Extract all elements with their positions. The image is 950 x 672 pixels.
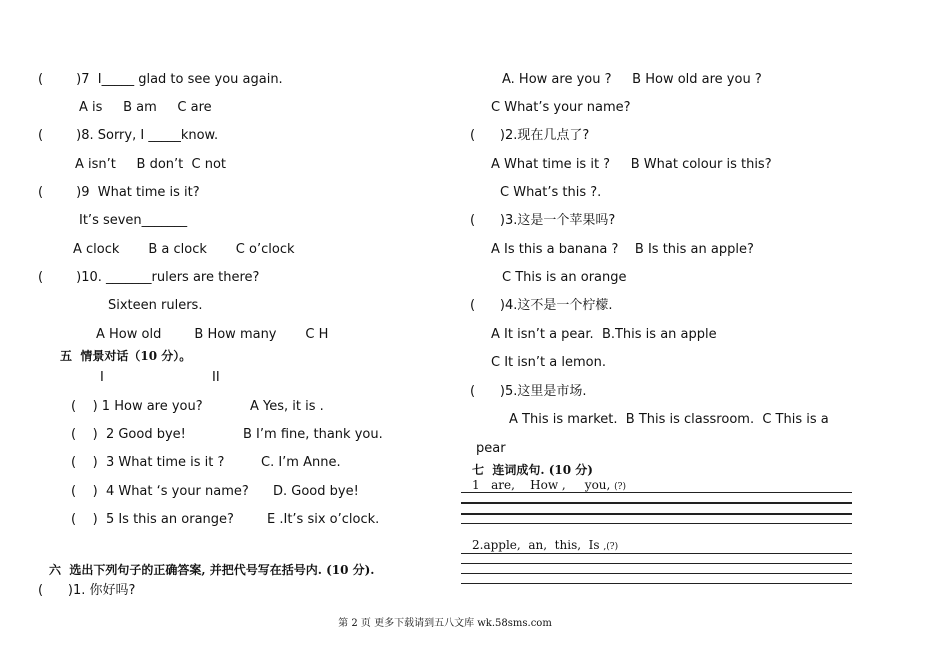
s6-q2-options-a: A What time is it ? B What colour is this? (491, 157, 772, 172)
question-7-options: A is B am C are (79, 100, 212, 115)
dialogue-answer-a: A Yes, it is . (250, 399, 324, 414)
section-5-title: 五 情景对话（10 分）。 (60, 349, 192, 363)
question-7: ( )7 I_____ glad to see you again. (38, 72, 283, 87)
s7-q1-mark: (?) (614, 482, 627, 492)
s7-q2-mark: ,(?) (603, 542, 619, 552)
question-10: ( )10. _______rulers are there? (38, 270, 260, 285)
section-7-title: 七 连词成句. (10 分) (472, 463, 593, 477)
dialogue-answer-c: C. I’m Anne. (261, 455, 341, 470)
section-6-question-4: ( )4.这不是一个柠檬. (470, 298, 613, 313)
s6-q1-options-c: C What’s your name? (491, 100, 631, 115)
question-8-options: A isn’t B don’t C not (75, 157, 227, 172)
dialogue-4: ( ) 4 What ‘s your name? (71, 484, 249, 499)
dialogue-answer-b: B I’m fine, thank you. (243, 427, 383, 442)
s6-q4-options-a: A It isn’t a pear. B.This is an apple (491, 327, 717, 342)
section-6-question-2: ( )2.现在几点了? (470, 128, 590, 143)
section-6-question-3: ( )3.这是一个苹果吗? (470, 213, 616, 228)
s7-q2-words: 2.apple, an, this, Is (472, 538, 604, 552)
s6-q2-options-c: C What’s this ?. (500, 185, 602, 200)
question-10-line: Sixteen rulers. (108, 298, 203, 313)
question-8: ( )8. Sorry, I _____know. (38, 128, 219, 143)
answer-line (461, 502, 852, 504)
dialogue-3: ( ) 3 What time is it ? (71, 455, 225, 470)
section-6-question-1: ( )1. 你好吗? (38, 583, 136, 598)
s6-q4-options-c: C It isn’t a lemon. (491, 355, 606, 370)
dialogue-1: ( ) 1 How are you? (71, 399, 203, 414)
page-footer: 第 2 页 更多下载请到五八文库 wk.58sms.com (338, 618, 552, 629)
column-i-label: I (100, 370, 104, 385)
dialogue-2: ( ) 2 Good bye! (71, 427, 186, 442)
dialogue-5: ( ) 5 Is this an orange? (71, 512, 234, 527)
s6-q5-options-wrap: pear (476, 441, 506, 456)
answer-line (461, 563, 852, 564)
answer-line (461, 573, 852, 574)
answer-line (461, 492, 852, 493)
answer-line (461, 583, 852, 584)
question-9-options: A clock B a clock C o’clock (73, 242, 295, 257)
question-10-options: A How old B How many C H (96, 327, 329, 342)
s6-q1-options-a: A. How are you ? B How old are you ? (502, 72, 762, 87)
answer-line (461, 523, 852, 524)
question-9: ( )9 What time is it? (38, 185, 200, 200)
s7-q1-words: 1 are, How , you, (472, 478, 615, 492)
column-ii-label: II (212, 370, 220, 385)
dialogue-answer-d: D. Good bye! (273, 484, 359, 499)
s6-q5-options: A This is market. B This is classroom. C This is a (509, 412, 829, 427)
answer-line (461, 553, 852, 554)
section-6-title: 六 选出下列句子的正确答案, 并把代号写在括号内. (10 分). (49, 563, 375, 577)
answer-line (461, 513, 852, 515)
dialogue-answer-e: E .It’s six o’clock. (267, 512, 380, 527)
s6-q3-options-c: C This is an orange (502, 270, 627, 285)
section-6-question-5: ( )5.这里是市场. (470, 384, 587, 399)
question-9-line: It’s seven_______ (79, 213, 188, 228)
s6-q3-options-a: A Is this a banana ? B Is this an apple? (491, 242, 754, 257)
